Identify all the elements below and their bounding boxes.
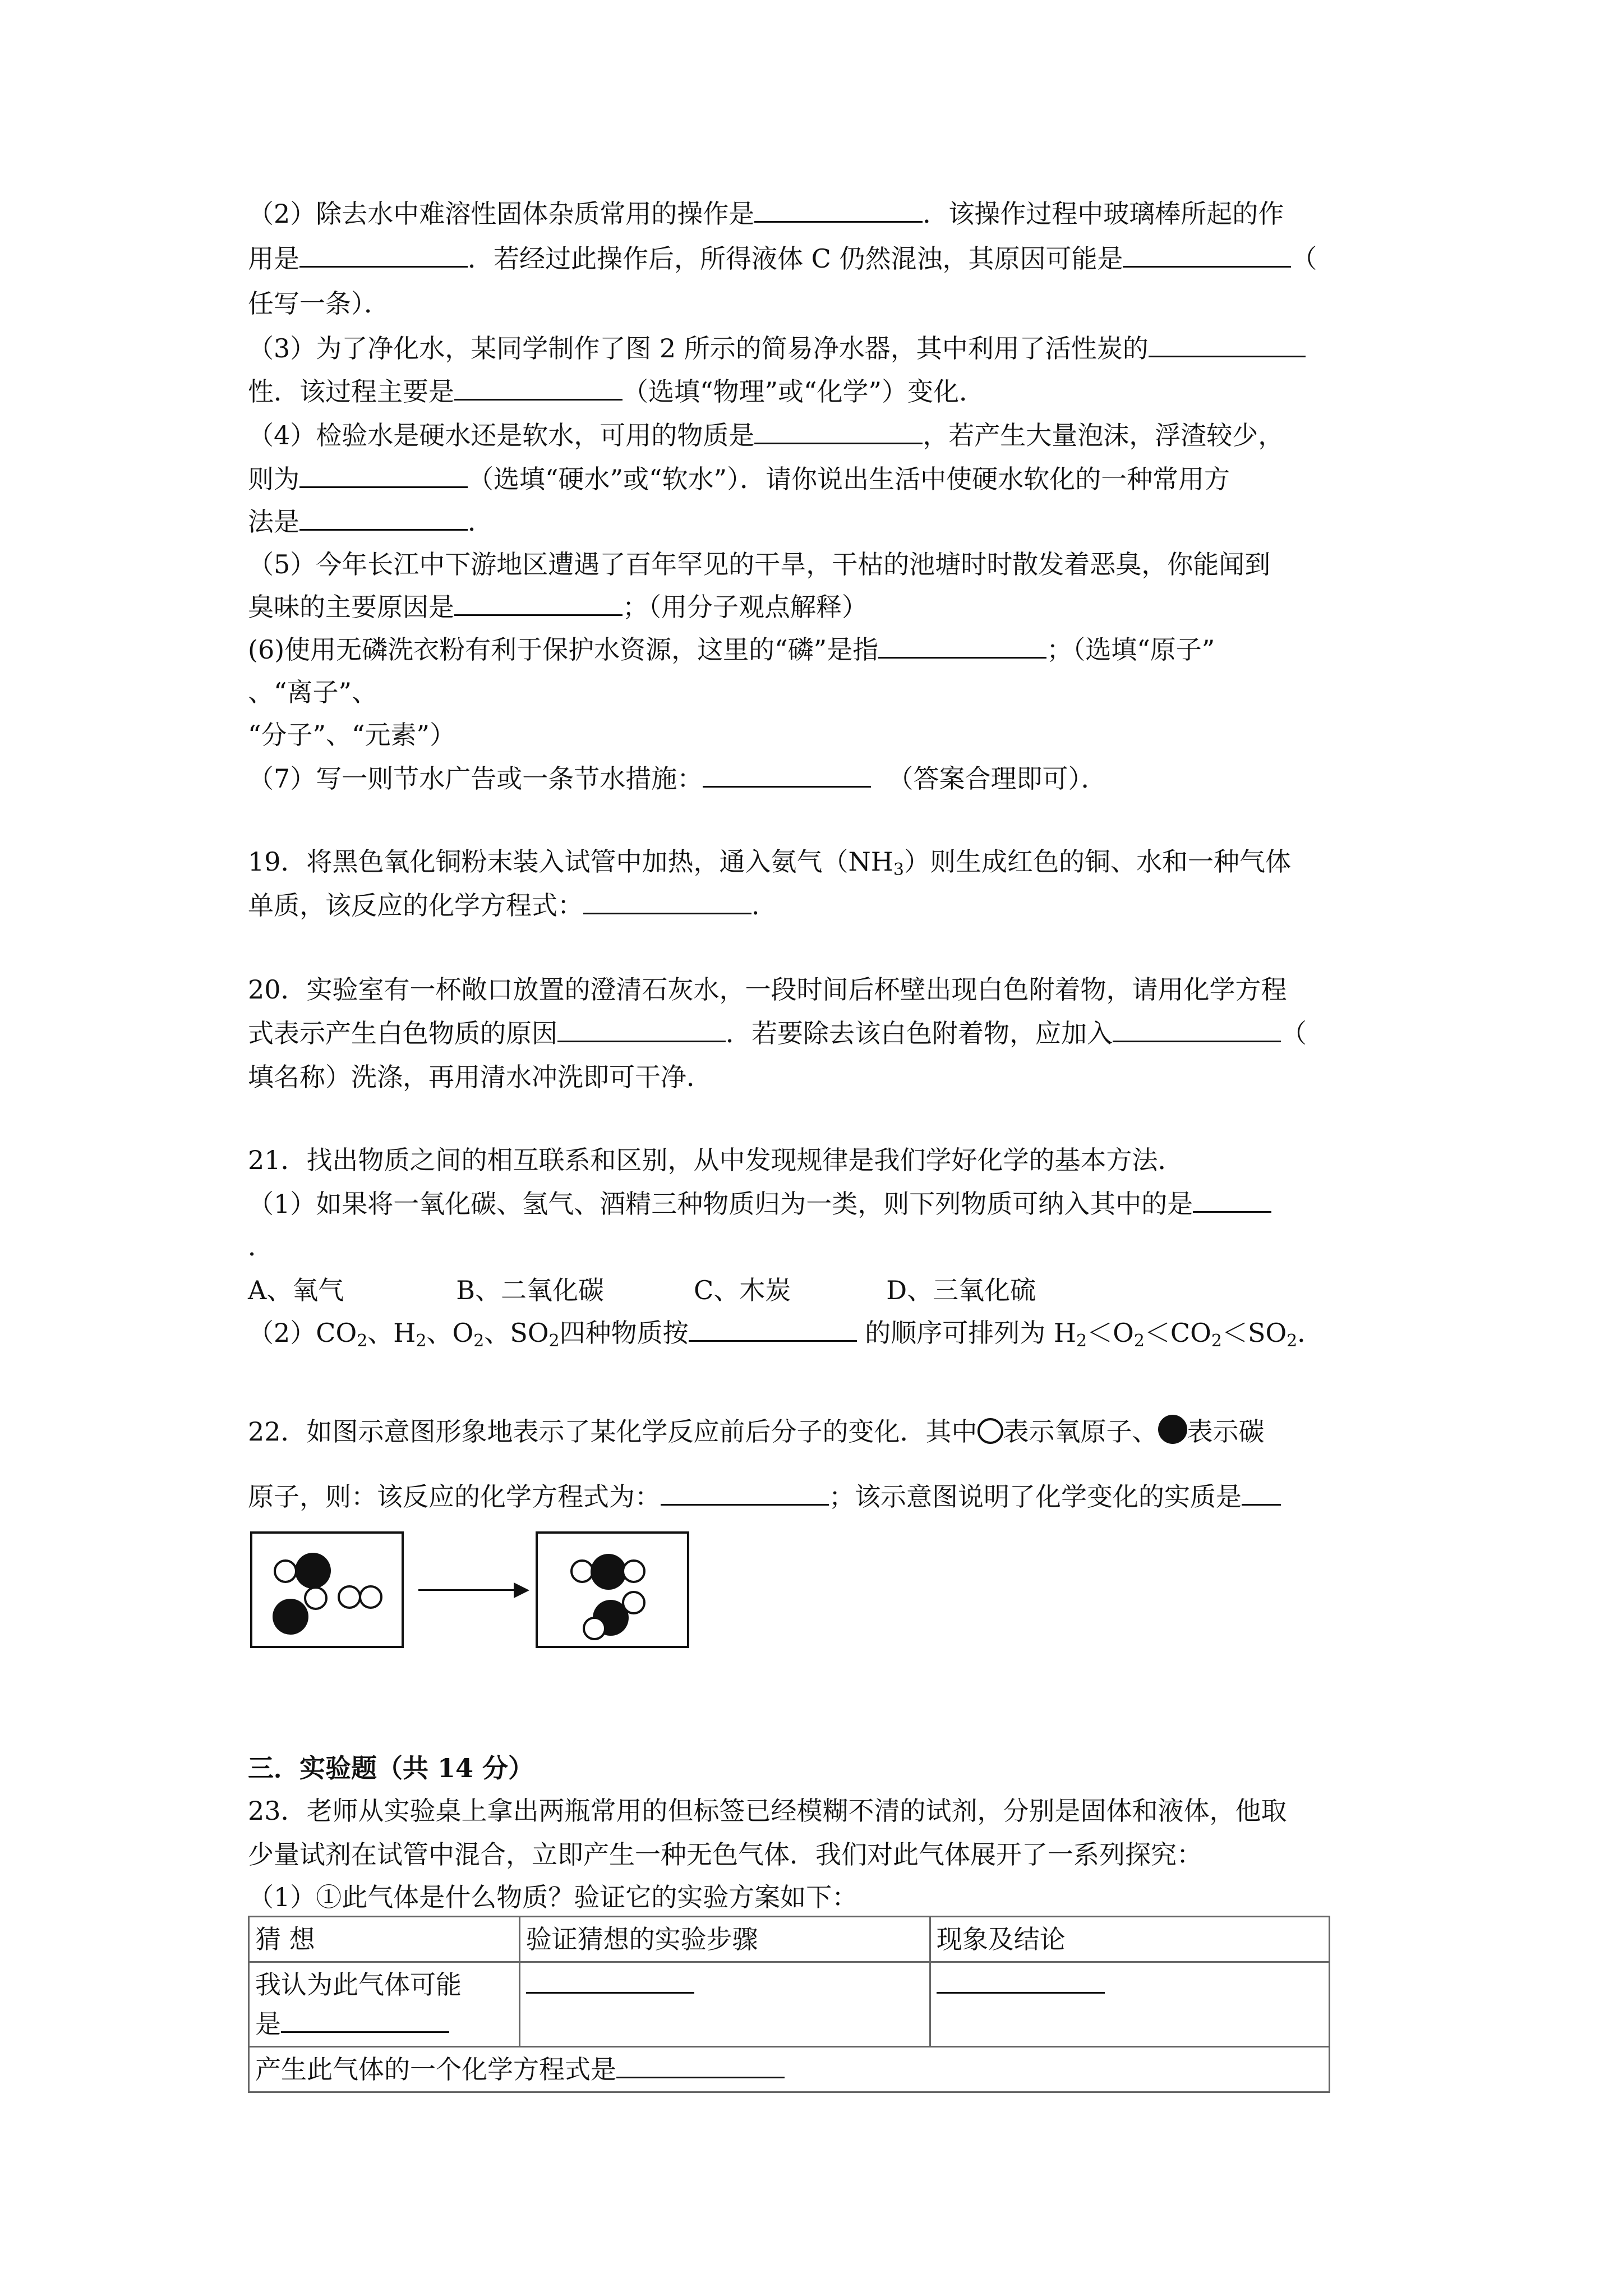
q18-part4-line2: 则为 （选填“硬水”或“软水”）．请你说出生活中使硬水软化的一种常用方 — [248, 459, 1230, 499]
q18-part4-line3: 法是 ． — [248, 501, 494, 542]
q18-part3-line2: 性．该过程主要是 （选填“物理”或“化学”）变化． — [248, 371, 985, 412]
q20-line1: 20．实验室有一杯敞口放置的澄清石灰水，一段时间后杯壁出现白色附着物，请用化学方程 — [248, 974, 1287, 1005]
q21-line1: 21．找出物质之间的相互联系和区别，从中发现规律是我们学好化学的基本方法． — [248, 1145, 1184, 1175]
answer-blank[interactable] — [616, 2051, 785, 2078]
table-cell — [249, 1962, 520, 2047]
q18-part6-line2: 、“离子”、 — [248, 677, 378, 707]
cell-text: 是 — [255, 2009, 281, 2039]
q21-options — [248, 1270, 1036, 1310]
answer-blank[interactable] — [281, 2005, 449, 2033]
table-header-cell: 现象及结论 — [930, 1917, 1329, 1962]
q19-line1: 19．将黑色氧化铜粉末装入试管中加热，通入氨气$(NH_3)$则生成红色的铜、水和一种气体 — [248, 846, 1291, 880]
oxygen-atom-icon — [304, 1586, 328, 1610]
q22-line2: 原子，则：该反应的化学方程式为： ；该示意图说明了化学变化的实质是 — [248, 1476, 1281, 1517]
answer-blank[interactable] — [937, 1966, 1105, 1994]
answer-blank[interactable] — [526, 1966, 694, 1994]
table-row — [249, 2047, 1330, 2092]
q22-line1: 22．如图示意图形象地表示了某化学反应前后分子的变化．其中 表示氧原子、 表示碳 — [248, 1411, 1265, 1452]
q21-line2: （1）如果将一氧化碳、氢气、酒精三种物质归为一类，则下列物质可纳入其中的是 — [248, 1184, 1271, 1224]
answer-blank[interactable] — [1113, 1015, 1281, 1042]
answer-blank[interactable] — [1123, 240, 1291, 268]
q18-part2-line2: 用是 ．若经过此操作后，所得液体 C 仍然混浊，其原因可能是 （ — [248, 238, 1317, 279]
oxygen-atom-icon — [978, 1418, 1003, 1444]
q18-part6-line3: “分子”、“元素”） — [248, 720, 456, 750]
experiment-table — [248, 1916, 1330, 2093]
q20-line3: 填名称）洗涤，再用清水冲洗即可干净． — [248, 1062, 712, 1092]
oxygen-atom-icon — [274, 1559, 297, 1583]
answer-blank[interactable] — [299, 461, 468, 488]
answer-blank[interactable] — [299, 503, 468, 531]
answer-blank[interactable] — [299, 240, 468, 268]
answer-blank[interactable] — [878, 631, 1046, 659]
answer-blank[interactable] — [583, 887, 751, 914]
option-c[interactable]: C、木炭 — [694, 1275, 791, 1305]
table-row — [249, 1962, 1330, 2047]
q23-line1: 23．老师从实验桌上拿出两瓶常用的但标签已经模糊不清的试剂，分别是固体和液体，他取 — [248, 1796, 1287, 1826]
answer-blank[interactable] — [1193, 1185, 1271, 1213]
q18-part7-line: （7）写一则节水广告或一条节水措施： （答案合理即可）． — [248, 758, 1107, 799]
answer-blank[interactable] — [454, 588, 623, 616]
option-d[interactable]: D、三氧化硫 — [886, 1275, 1036, 1305]
option-b[interactable]: B、二氧化碳 — [456, 1275, 605, 1305]
q18-part2-line1: （2）除去水中难溶性固体杂质常用的操作是 ．该操作过程中玻璃棒所起的作 — [248, 194, 1284, 234]
answer-blank[interactable] — [557, 1015, 726, 1042]
table-header-cell: 猜 想 — [249, 1917, 520, 1962]
cell-text: 我认为此气体可能 — [255, 1970, 462, 2000]
carbon-atom-icon — [273, 1599, 308, 1635]
oxygen-atom-icon — [583, 1617, 606, 1640]
answer-blank[interactable] — [754, 417, 923, 444]
answer-blank[interactable] — [1149, 330, 1306, 357]
oxygen-atom-icon — [622, 1559, 645, 1583]
q18-part6-line1: (6)使用无磷洗衣粉有利于保护水资源，这里的“磷”是指 ；（选填“原子” — [248, 629, 1215, 670]
table-cell — [930, 1962, 1329, 2047]
q21-part2-line: $(2)CO_2$、$H_2$、$O_2$、$SO_2$四种物质按 的顺序可排列为 $H_2<O_2<CO_2<SO_2$． — [248, 1313, 1323, 1361]
products-box — [536, 1531, 689, 1648]
option-a[interactable]: A、氧气 — [248, 1275, 344, 1305]
carbon-atom-icon — [295, 1553, 331, 1589]
oxygen-atom-icon — [359, 1585, 382, 1609]
answer-blank[interactable] — [454, 373, 623, 401]
table-header-row — [249, 1917, 1330, 1962]
answer-blank[interactable] — [703, 760, 871, 788]
q20-line2: 式表示产生白色物质的原因 ．若要除去该白色附着物，应加入 （ — [248, 1013, 1307, 1053]
carbon-atom-icon — [1158, 1415, 1187, 1444]
table-header-cell: 验证猜想的实验步骤 — [519, 1917, 930, 1962]
reaction-arrow-shaft — [418, 1589, 517, 1591]
cell-text: 产生此气体的一个化学方程式是 — [255, 2054, 616, 2085]
q21-line3: ． — [248, 1231, 274, 1262]
answer-blank[interactable] — [661, 1478, 829, 1506]
answer-blank[interactable] — [689, 1314, 857, 1342]
answer-blank[interactable] — [1242, 1478, 1281, 1506]
oxygen-atom-icon — [338, 1585, 361, 1609]
section-title: 三．实验题（共 14 分） — [248, 1753, 534, 1783]
reaction-arrow-head-icon — [514, 1582, 529, 1598]
carbon-atom-icon — [591, 1554, 626, 1590]
q19-line2: 单质，该反应的化学方程式： ． — [248, 885, 777, 926]
q23-line2: 少量试剂在试管中混合，立即产生一种无色气体．我们对此气体展开了一系列探究： — [248, 1839, 1202, 1870]
reactants-box — [250, 1531, 404, 1648]
q18-part3-line1: （3）为了净化水，某同学制作了图 2 所示的简易净水器，其中利用了活性炭的 — [248, 328, 1306, 369]
q18-part5-line1: （5）今年长江中下游地区遭遇了百年罕见的干旱，干枯的池塘时时散发着恶臭，你能闻到 — [248, 549, 1271, 579]
answer-blank[interactable] — [754, 195, 923, 223]
q18-part4-line1: （4）检验水是硬水还是软水，可用的物质是 ，若产生大量泡沫，浮渣较少， — [248, 415, 1284, 455]
q23-line3: （1）①此气体是什么物质？验证它的实验方案如下： — [248, 1882, 858, 1912]
q18-part2-line3: 任写一条）． — [248, 288, 390, 319]
table-cell — [519, 1962, 930, 2047]
q18-part5-line2: 臭味的主要原因是 ；（用分子观点解释） — [248, 587, 868, 627]
table-cell — [249, 2047, 1330, 2092]
